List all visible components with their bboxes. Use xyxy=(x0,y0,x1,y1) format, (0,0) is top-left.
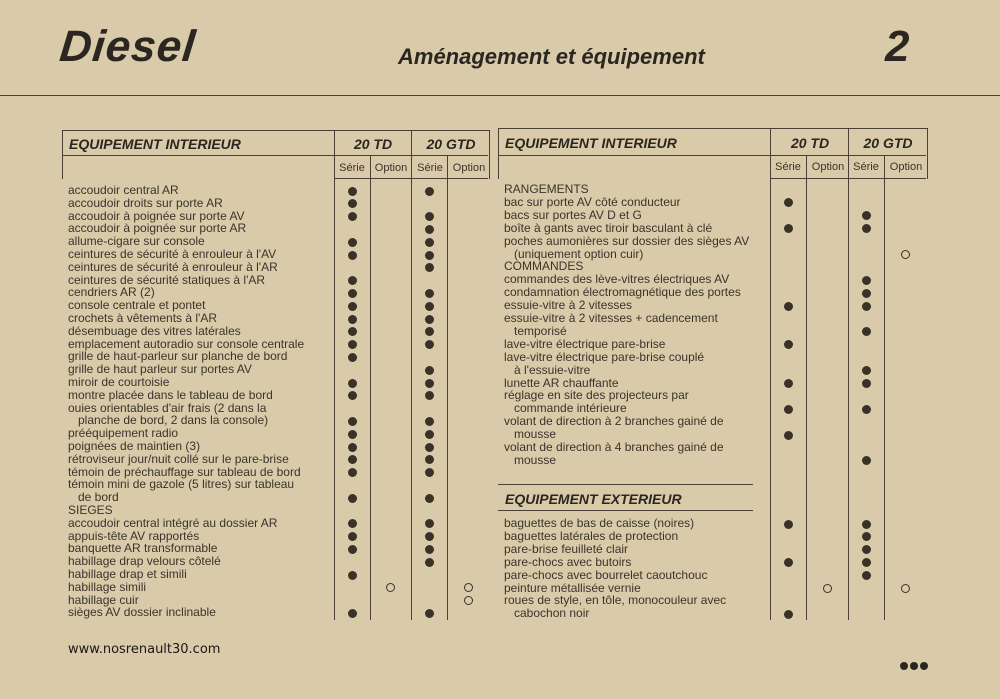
table-row-label: pare-chocs avec butoirs xyxy=(504,554,632,569)
table-row-label: grille de haut parleur sur portes AV xyxy=(68,362,252,377)
serie-dot xyxy=(425,302,434,311)
table-row-label: console centrale et pontet xyxy=(68,298,206,313)
table-row-label: témoin de préchauffage sur tableau de bord xyxy=(68,464,301,479)
left-col-line xyxy=(370,155,371,620)
serie-dot xyxy=(784,340,793,349)
table-row-label: témoin mini de gazole (5 litres) sur tableau xyxy=(68,477,295,492)
serie-dot xyxy=(784,405,793,414)
serie-dot xyxy=(862,379,871,388)
serie-dot xyxy=(425,443,434,452)
left-sub-serie-td: Série xyxy=(339,162,365,174)
serie-dot xyxy=(425,327,434,336)
serie-dot xyxy=(348,199,357,208)
header-rule xyxy=(0,95,1000,96)
table-row-label: accoudoir central intégré au dossier AR xyxy=(68,515,278,530)
serie-dot xyxy=(348,340,357,349)
table-row-label: COMMANDES xyxy=(504,259,584,274)
serie-dot xyxy=(862,302,871,311)
table-row-label: accoudoir à poignée sur porte AV xyxy=(68,208,245,223)
chapter-number: 2 xyxy=(885,22,910,71)
right-group-20td: 20 TD xyxy=(790,135,830,151)
right-group-20gtd: 20 GTD xyxy=(863,135,913,151)
option-circle xyxy=(901,250,910,259)
serie-dot xyxy=(348,532,357,541)
page-dots-icon xyxy=(900,657,930,675)
table-row-label: roues de style, en tôle, monocouleur avec xyxy=(504,593,727,608)
serie-dot xyxy=(862,276,871,285)
serie-dot xyxy=(862,571,871,580)
serie-dot xyxy=(862,456,871,465)
serie-dot xyxy=(425,455,434,464)
serie-dot xyxy=(348,302,357,311)
table-row-label: désembuage des vitres latérales xyxy=(68,323,241,338)
serie-dot xyxy=(348,571,357,580)
table-row-label: bac sur porte AV côté conducteur xyxy=(504,194,681,209)
left-header-rule xyxy=(62,155,488,156)
serie-dot xyxy=(425,251,434,260)
table-row-label: de bord xyxy=(78,490,119,505)
serie-dot xyxy=(425,366,434,375)
serie-dot xyxy=(862,545,871,554)
table-row-label: à l'essuie-vitre xyxy=(514,362,591,377)
table-row-label: lunette AR chauffante xyxy=(504,375,619,390)
serie-dot xyxy=(425,187,434,196)
table-row-label: peinture métallisée vernie xyxy=(504,580,641,595)
table-row-label: ceintures de sécurité à enrouleur à l'AV xyxy=(68,247,277,261)
table-row-label: habillage drap et simili xyxy=(68,567,187,581)
serie-dot xyxy=(348,494,357,503)
serie-dot xyxy=(348,545,357,554)
right-table-header xyxy=(498,128,928,179)
serie-dot xyxy=(425,468,434,477)
serie-dot xyxy=(425,289,434,298)
serie-dot xyxy=(862,405,871,414)
table-row-label: boîte à gants avec tiroir basculant à clé xyxy=(504,220,713,235)
table-row-label: appuis-tête AV rapportés xyxy=(68,528,200,543)
table-row-label: essuie-vitre à 2 vitesses xyxy=(504,298,633,313)
table-row-label: habillage simili xyxy=(68,579,147,594)
table-row-label: ouies orientables d'air frais (2 dans la xyxy=(68,400,267,415)
right-col-line xyxy=(848,128,849,620)
table-row-label: lave-vitre électrique pare-brise xyxy=(504,336,666,351)
table-row-label: volant de direction à 4 branches gainé de xyxy=(504,440,724,454)
serie-dot xyxy=(425,238,434,247)
serie-dot xyxy=(784,520,793,529)
serie-dot xyxy=(348,417,357,426)
table-row-label: habillage cuir xyxy=(68,592,139,607)
table-row-label: RANGEMENTS xyxy=(504,182,589,196)
serie-dot xyxy=(425,340,434,349)
exterior-bottom-rule xyxy=(498,510,753,511)
table-row-label: crochets à vêtements à l'AR xyxy=(68,311,218,325)
table-row-label: poches aumonières sur dossier des sièges AV xyxy=(504,233,750,248)
option-circle xyxy=(901,584,910,593)
serie-dot xyxy=(348,468,357,477)
table-row-label: accoudoir droits sur porte AR xyxy=(68,195,223,210)
table-row-label: banquette AR transformable xyxy=(68,541,218,556)
footer-url[interactable]: www.nosrenault30.com xyxy=(68,642,221,657)
option-circle xyxy=(386,583,395,592)
right-section-title: EQUIPEMENT INTERIEUR xyxy=(505,135,677,151)
serie-dot xyxy=(862,289,871,298)
serie-dot xyxy=(862,224,871,233)
table-row-label: sièges AV dossier inclinable xyxy=(68,605,216,620)
table-row-label: miroir de courtoisie xyxy=(68,375,170,389)
option-circle xyxy=(464,583,473,592)
serie-dot xyxy=(425,263,434,272)
serie-dot xyxy=(348,379,357,388)
left-group-20td: 20 TD xyxy=(353,136,393,152)
table-row-label: montre placée dans le tableau de bord xyxy=(68,387,273,402)
right-sub-option-td: Option xyxy=(811,161,845,173)
serie-dot xyxy=(425,379,434,388)
serie-dot xyxy=(784,610,793,619)
left-sub-option-td: Option xyxy=(374,162,408,174)
serie-dot xyxy=(348,443,357,452)
serie-dot xyxy=(862,558,871,567)
table-row-label: réglage en site des projecteurs par xyxy=(504,388,689,403)
serie-dot xyxy=(425,212,434,221)
table-row-label: pare-brise feuilleté clair xyxy=(504,541,629,556)
table-row-label: lave-vitre électrique pare-brise couplé xyxy=(504,349,705,364)
serie-dot xyxy=(784,431,793,440)
table-row-label: pare-chocs avec bourrelet caoutchouc xyxy=(504,567,708,582)
table-row-label: grille de haut-parleur sur planche de bord xyxy=(68,349,288,364)
serie-dot xyxy=(348,327,357,336)
brand-title: Diesel xyxy=(57,22,199,71)
serie-dot xyxy=(348,276,357,285)
left-col-line xyxy=(334,130,335,620)
serie-dot xyxy=(425,609,434,618)
serie-dot xyxy=(784,302,793,311)
table-row-label: baguettes de bas de caisse (noires) xyxy=(504,516,695,530)
left-group-20gtd: 20 GTD xyxy=(426,136,476,152)
serie-dot xyxy=(784,558,793,567)
table-row-label: cendriers AR (2) xyxy=(68,285,155,300)
table-row-label: planche de bord, 2 dans la console) xyxy=(78,413,269,428)
right-col-line xyxy=(806,155,807,620)
right-header-rule xyxy=(498,155,926,156)
table-row-label: rétroviseur jour/nuit collé sur le pare-brise xyxy=(68,451,289,466)
serie-dot xyxy=(425,417,434,426)
serie-dot xyxy=(348,187,357,196)
serie-dot xyxy=(862,366,871,375)
table-row-label: SIEGES xyxy=(68,503,113,517)
serie-dot xyxy=(425,519,434,528)
left-section-title: EQUIPEMENT INTERIEUR xyxy=(69,136,241,152)
table-row-label: ceintures de sécurité à enrouleur à l'AR xyxy=(68,259,278,274)
table-row-label: commande intérieure xyxy=(514,401,627,416)
table-row-label: condamnation électromagnétique des portes xyxy=(504,285,741,300)
serie-dot xyxy=(348,430,357,439)
serie-dot xyxy=(425,315,434,324)
table-row-label: emplacement autoradio sur console centrale xyxy=(68,336,305,351)
serie-dot xyxy=(348,289,357,298)
table-row-label: commandes des lève-vitres électriques AV xyxy=(504,272,730,287)
table-row-label: (uniquement option cuir) xyxy=(514,246,644,261)
serie-dot xyxy=(425,430,434,439)
table-row-label: habillage drap velours côtelé xyxy=(68,554,221,569)
left-sub-serie-gtd: Série xyxy=(417,162,443,174)
serie-dot xyxy=(425,532,434,541)
serie-dot xyxy=(425,391,434,400)
serie-dot xyxy=(348,455,357,464)
serie-dot xyxy=(784,198,793,207)
table-row-label: bacs sur portes AV D et G xyxy=(504,207,642,222)
serie-dot xyxy=(862,327,871,336)
right-col-line xyxy=(770,128,771,620)
serie-dot xyxy=(348,251,357,260)
serie-dot xyxy=(862,532,871,541)
left-sub-option-gtd: Option xyxy=(452,162,486,174)
serie-dot xyxy=(348,315,357,324)
table-row-label: prééquipement radio xyxy=(68,426,179,441)
serie-dot xyxy=(348,391,357,400)
serie-dot xyxy=(348,609,357,618)
right-col-line xyxy=(884,155,885,620)
serie-dot xyxy=(425,494,434,503)
serie-dot xyxy=(425,225,434,234)
serie-dot xyxy=(784,224,793,233)
option-circle xyxy=(464,596,473,605)
table-row-label: poignées de maintien (3) xyxy=(68,439,201,453)
serie-dot xyxy=(348,519,357,528)
serie-dot xyxy=(862,520,871,529)
table-row-label: essuie-vitre à 2 vitesses + cadencement xyxy=(504,311,718,325)
table-row-label: baguettes latérales de protection xyxy=(504,528,679,543)
table-row-label: mousse xyxy=(514,427,557,442)
serie-dot xyxy=(784,379,793,388)
page-subtitle: Aménagement et équipement xyxy=(398,44,705,69)
exterior-top-rule xyxy=(498,484,753,485)
table-row-label: accoudoir à poignée sur porte AR xyxy=(68,221,247,236)
serie-dot xyxy=(348,353,357,362)
table-row-label: volant de direction à 2 branches gainé de xyxy=(504,414,724,429)
right-sub-serie-td: Série xyxy=(775,161,801,173)
option-circle xyxy=(823,584,832,593)
table-row-label: ceintures de sécurité statiques à l'AR xyxy=(68,272,266,287)
table-row-label: accoudoir central AR xyxy=(68,183,179,197)
table-row-label: mousse xyxy=(514,452,557,467)
exterior-section-title: EQUIPEMENT EXTERIEUR xyxy=(505,491,682,507)
serie-dot xyxy=(348,238,357,247)
table-row-label: temporisé xyxy=(514,323,567,338)
table-row-label: cabochon noir xyxy=(514,606,590,621)
serie-dot xyxy=(862,211,871,220)
left-col-line xyxy=(411,130,412,620)
serie-dot xyxy=(425,558,434,567)
right-sub-option-gtd: Option xyxy=(889,161,923,173)
serie-dot xyxy=(425,545,434,554)
right-sub-serie-gtd: Série xyxy=(853,161,879,173)
serie-dot xyxy=(348,212,357,221)
left-col-line xyxy=(447,155,448,620)
table-row-label: allume-cigare sur console xyxy=(68,234,205,249)
